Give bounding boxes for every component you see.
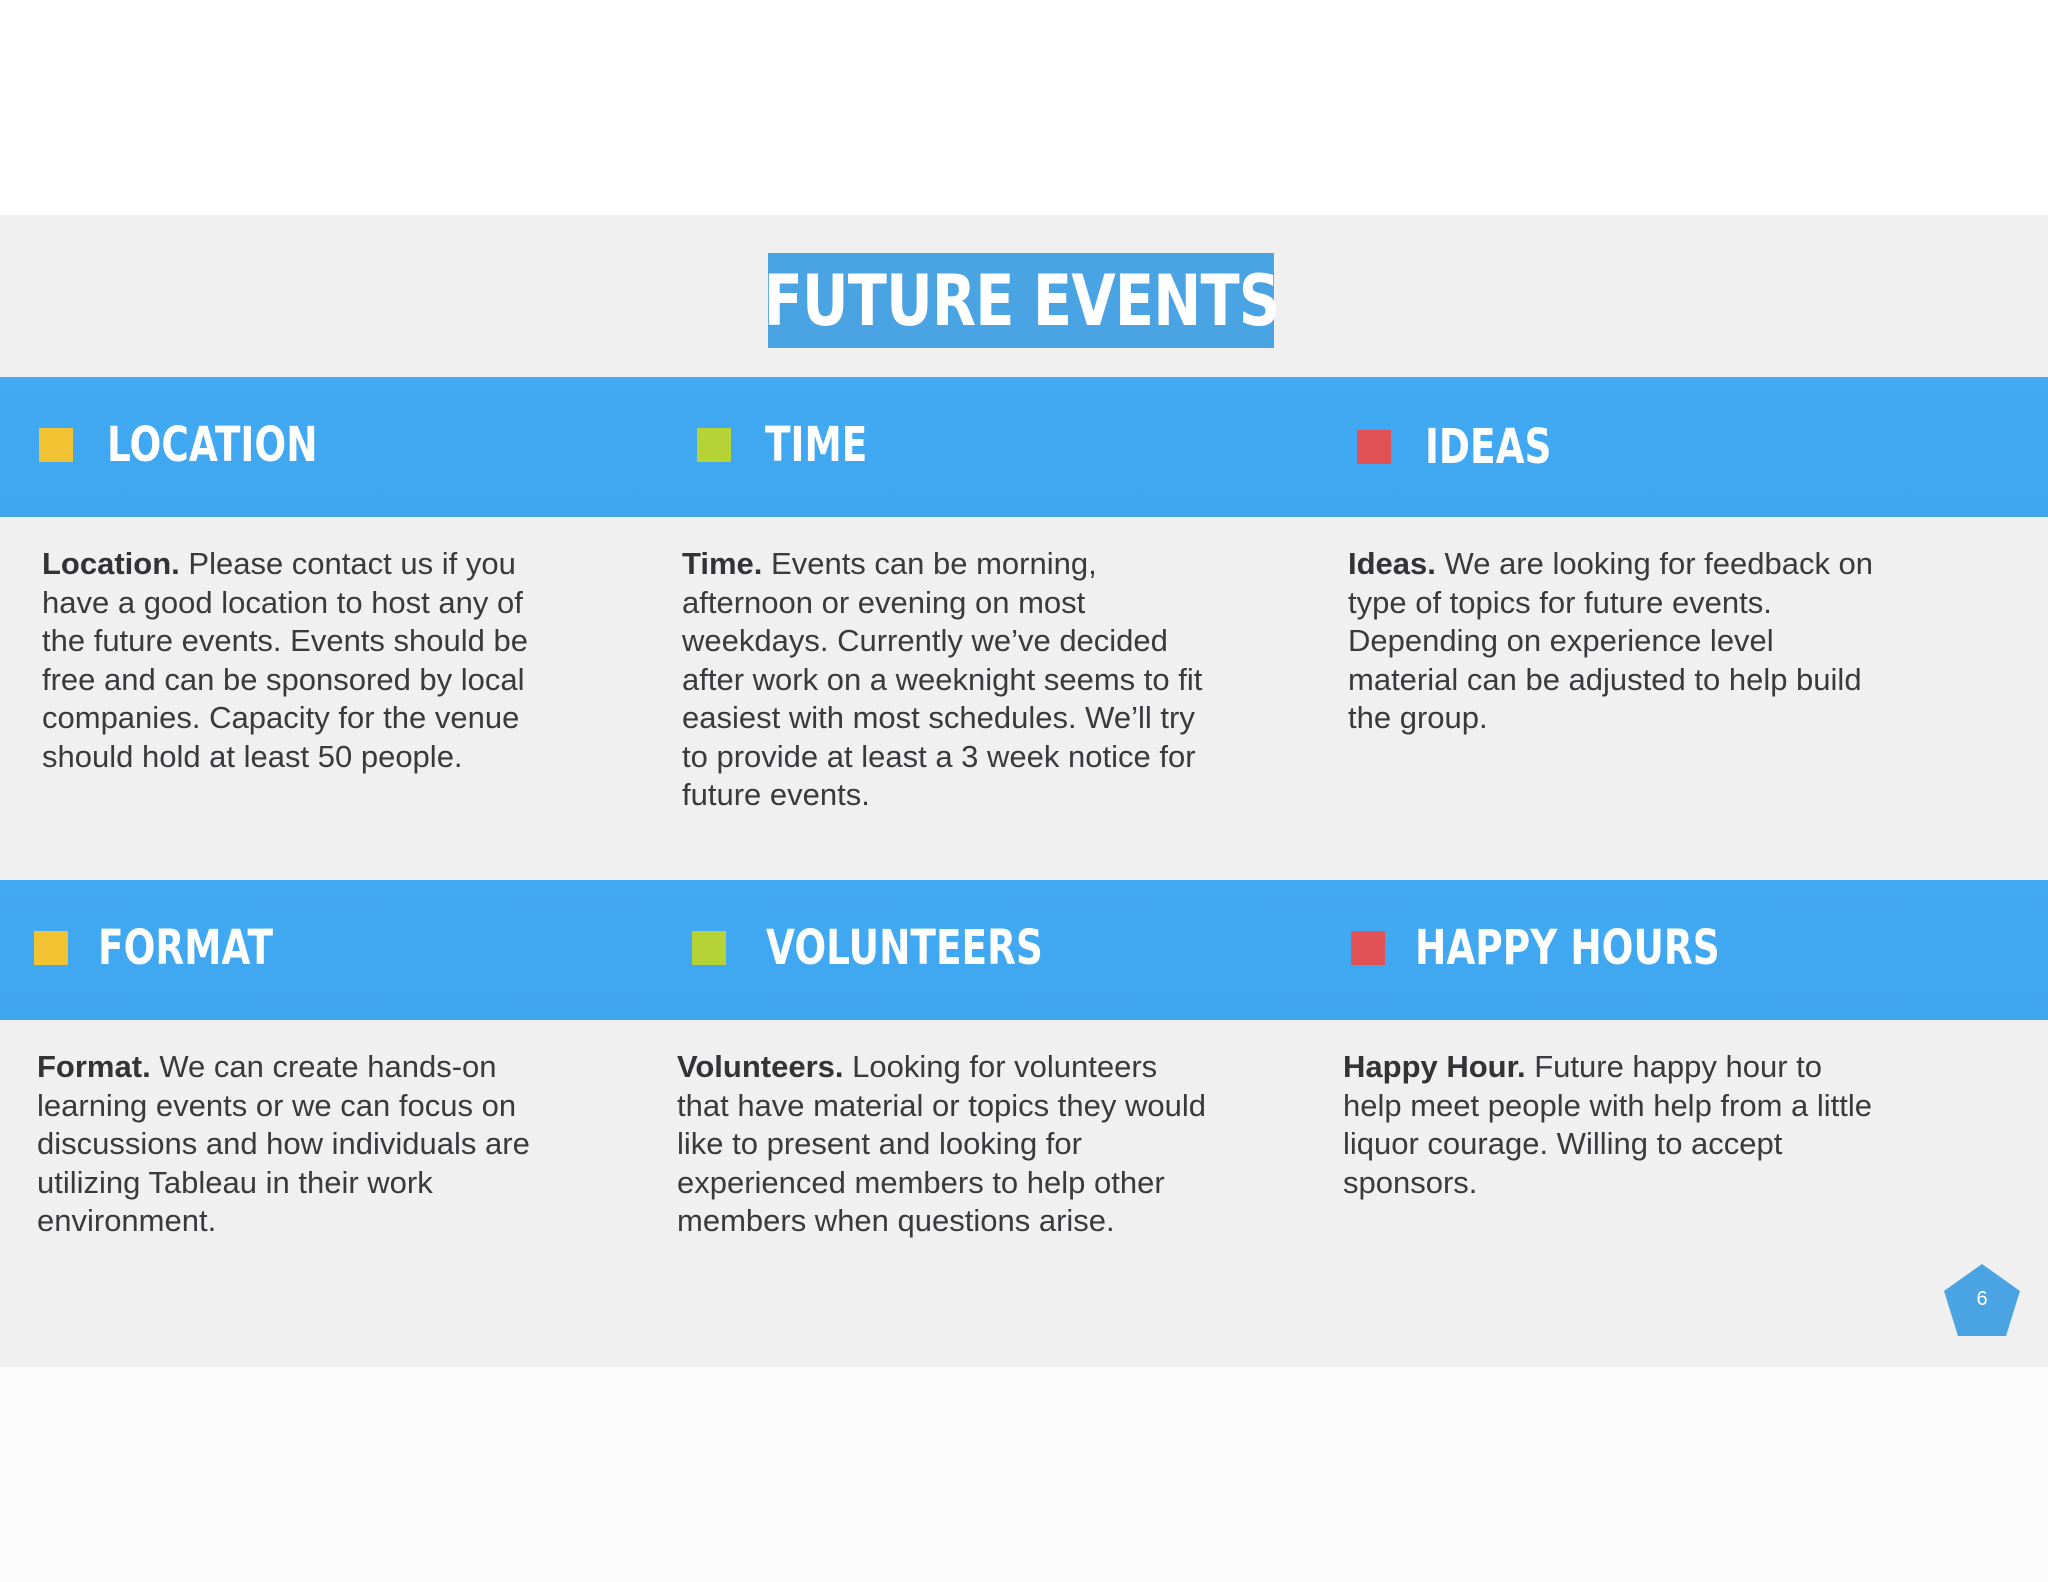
- yellow-square-icon: [34, 931, 68, 965]
- volunteers-lead: Volunteers.: [677, 1049, 844, 1084]
- volunteers-description: [677, 1048, 1207, 1241]
- page-title: FUTURE EVENTS: [763, 259, 1279, 342]
- format-description: [37, 1048, 567, 1241]
- heading-ideas-label: IDEAS: [1425, 419, 1552, 475]
- heading-format-label: FORMAT: [98, 920, 274, 976]
- heading-happy-hours: [1351, 918, 1806, 978]
- heading-happy-hours-label: HAPPY HOURS: [1415, 920, 1720, 976]
- green-square-icon: [697, 428, 731, 462]
- location-lead: Location.: [42, 546, 180, 581]
- heading-time: [697, 415, 896, 475]
- slide-bottom-margin: [0, 1367, 2048, 1582]
- volunteers-text: Looking for volunteers that have material or topics they would like to present and looking for experienced members to help other members when questions arise.: [677, 1049, 1206, 1238]
- ideas-description: [1348, 545, 1878, 738]
- heading-volunteers-label: VOLUNTEERS: [766, 920, 1043, 976]
- time-description: [682, 545, 1212, 815]
- format-lead: Format.: [37, 1049, 151, 1084]
- heading-volunteers: [692, 918, 1121, 978]
- location-text: Please contact us if you have a good location to host any of the future events. Events should be free and can be sponsored by local companies. Capacity for the venue should hold at least 50 people.: [42, 546, 528, 774]
- yellow-square-icon: [39, 428, 73, 462]
- heading-format: [34, 918, 322, 978]
- heading-time-label: TIME: [765, 417, 868, 473]
- red-square-icon: [1351, 931, 1385, 965]
- location-description: [42, 545, 572, 776]
- red-square-icon: [1357, 430, 1391, 464]
- time-lead: Time.: [682, 546, 763, 581]
- heading-location: [39, 415, 377, 475]
- format-text: We can create hands-on learning events or we can focus on discussions and how individuals are utilizing Tableau in their work environment.: [37, 1049, 530, 1238]
- time-text: Events can be morning, afternoon or evening on most weekdays. Currently we’ve decided after work on a weeknight seems to fit easiest with most schedules. We’ll try to provide at least a 3 week notice for future events.: [682, 546, 1203, 812]
- green-square-icon: [692, 931, 726, 965]
- ideas-text: We are looking for feedback on type of topics for future events. Depending on experience level material can be adjusted to help build the group.: [1348, 546, 1874, 735]
- happy-hours-description: [1343, 1048, 1873, 1202]
- happy-hours-text: Future happy hour to help meet people with help from a little liquor courage. Willing to accept sponsors.: [1343, 1049, 1873, 1200]
- page-number: 6: [1976, 1288, 1988, 1310]
- title-banner: [763, 253, 1279, 348]
- heading-location-label: LOCATION: [107, 417, 318, 473]
- heading-ideas: [1357, 417, 1587, 477]
- ideas-lead: Ideas.: [1348, 546, 1436, 581]
- happy-hours-lead: Happy Hour.: [1343, 1049, 1526, 1084]
